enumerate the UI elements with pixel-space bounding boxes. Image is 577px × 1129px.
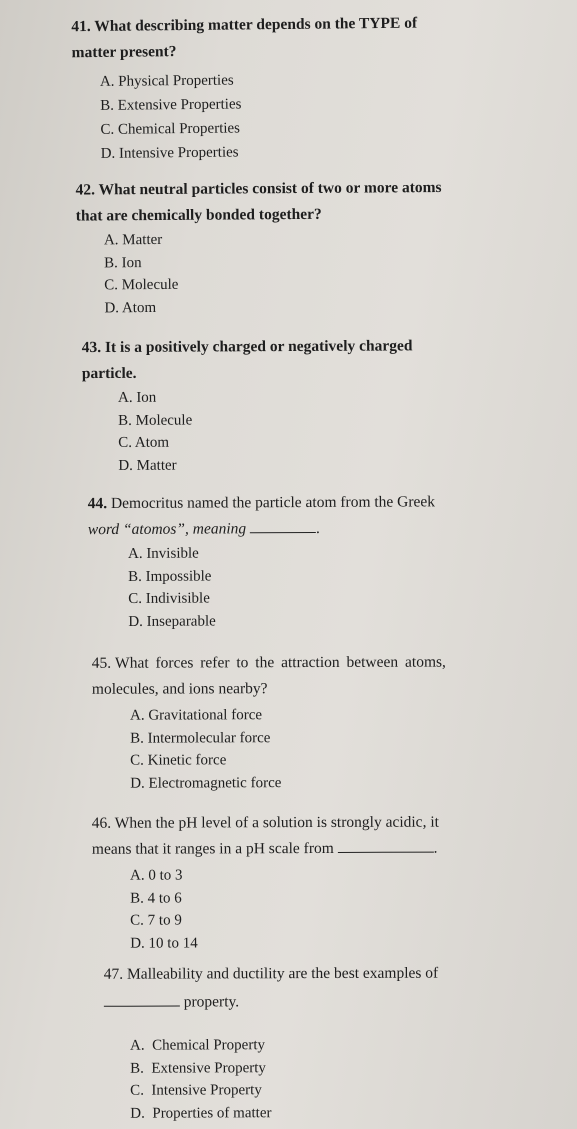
option-c: C. Chemical Properties [100,120,241,138]
option-d: D. Matter [118,457,177,474]
options-list [118,385,502,477]
question-text-line: Malleability and ductility are the best examples of [126,964,439,983]
question-number: 42. [75,181,96,199]
answer-blank [250,531,316,533]
question-47 [104,959,555,1125]
question-text-line: Democritus named the particle atom from the Greek [110,493,436,513]
question-text-line: What neutral particles consist of two or more atoms [98,178,442,199]
question-42-stem [76,174,516,229]
question-number: 47. [103,965,124,983]
options-list [128,541,528,633]
option-c: C. Intensive Property [130,1082,262,1099]
question-number: 43. [81,338,102,357]
question-43-stem [82,333,502,387]
question-number: 41. [71,18,91,36]
option-b: B. Ion [104,254,142,271]
options-list [104,226,517,319]
option-b: B. Extensive Properties [100,96,242,114]
question-text-line: . [433,839,438,857]
option-a: A. Invisible [127,545,199,562]
question-text-line: particle. [81,364,137,383]
options-list [100,66,493,166]
question-number: 46. [91,814,112,832]
option-b: B. Impossible [128,568,212,585]
option-a: A. Matter [103,231,163,249]
option-b: B. 4 to 6 [130,889,182,907]
question-text-line: . [315,519,320,537]
question-44-stem [88,489,528,543]
option-a: A. Physical Properties [99,72,234,90]
question-43 [82,333,503,477]
question-number: 45. [91,654,112,672]
option-a: A. 0 to 3 [129,867,183,884]
options-list [130,1033,554,1124]
option-d: D. Properties of matter [130,1104,272,1122]
question-text-line: property. [179,993,240,1011]
option-a: A. Gravitational force [129,707,263,724]
question-46 [92,809,552,955]
question-47-stem [104,959,554,1017]
question-46-stem [92,809,552,863]
option-b: B. Intermolecular force [130,729,271,747]
option-d: D. Intensive Properties [100,144,239,162]
question-number: 44. [87,495,108,513]
options-list [130,863,552,954]
option-d: D. Atom [104,299,157,316]
option-a: A. Ion [117,389,157,406]
option-c: C. Molecule [104,276,179,294]
question-text-line: matter present? [71,43,177,62]
question-42 [76,174,517,319]
option-c: C. 7 to 9 [130,912,182,929]
option-d: D. Inseparable [128,612,216,630]
answer-blank [338,851,434,853]
option-c: C. Kinetic force [130,752,227,769]
option-b: B. Molecule [118,412,193,429]
question-text-line: What describing matter depends on the TYPE of [94,14,418,35]
question-41 [71,10,493,166]
question-text-line: means that it ranges in a pH scale from [91,839,338,858]
option-b: B. Extensive Property [130,1059,266,1077]
options-list [130,703,547,794]
option-d: D. Electromagnetic force [130,774,282,792]
question-text-line: word “atomos”, meaning [87,520,251,539]
question-text-line: What forces refer to the attraction between atoms, [115,653,446,672]
question-text-line: molecules, and ions nearby? [91,680,268,698]
question-44 [88,489,529,633]
question-41-stem [71,10,492,66]
option-a: A. Chemical Property [129,1037,266,1054]
answer-blank [104,1005,180,1007]
question-45-stem [92,649,547,703]
question-text-line: When the pH level of a solution is strongly acidic, it [114,813,439,832]
question-text-line: It is a positively charged or negatively charged [104,337,413,356]
option-c: C. Indivisible [128,590,210,607]
option-d: D. 10 to 14 [130,934,198,952]
question-45 [92,649,547,795]
question-text-line: that are chemically bonded together? [75,205,322,225]
option-c: C. Atom [118,434,170,451]
